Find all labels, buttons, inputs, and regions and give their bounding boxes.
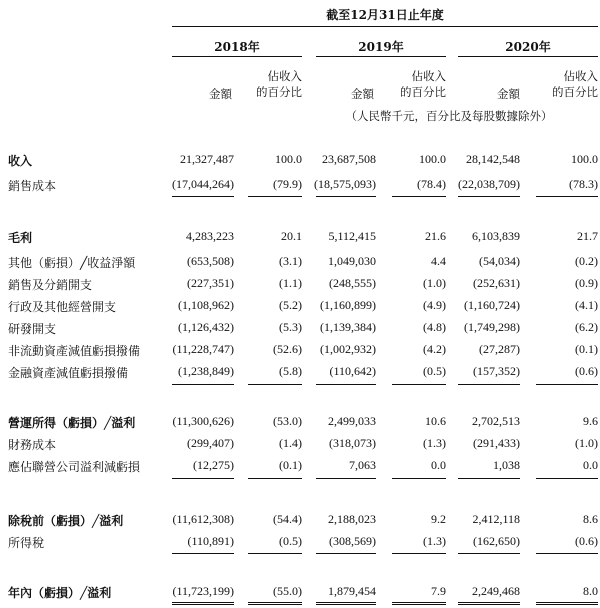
cell-pct-2020: (0.2) [575, 254, 598, 268]
cell-amount-2020: (1,749,298) [464, 320, 520, 334]
subtotal-rule [172, 384, 234, 385]
cell-amount-2019: 1,049,030 [328, 254, 376, 268]
subtotal-rule [316, 384, 376, 385]
cell-amount-2020: (22,038,709) [458, 177, 520, 191]
subtotal-rule [458, 384, 520, 385]
row-label: 銷售及分銷開支 [8, 278, 93, 292]
units-note: （人民幣千元，百分比及每股數據除外） [345, 109, 553, 123]
cell-amount-2019: 2,188,023 [328, 512, 376, 526]
subtotal-rule [316, 478, 376, 479]
cell-amount-2018: (227,351) [187, 276, 234, 290]
cell-pct-2018: (79.9) [273, 177, 302, 191]
cell-pct-2018: (0.1) [279, 458, 302, 472]
row-label: 銷售成本 [8, 179, 57, 193]
cell-pct-2020: (0.6) [575, 534, 598, 548]
cell-pct-2018: (52.6) [273, 342, 302, 356]
cell-amount-2019: (1,002,932) [320, 342, 376, 356]
cell-amount-2020: 28,142,548 [466, 152, 520, 166]
cell-amount-2018: (12,275) [193, 458, 234, 472]
subtotal-rule [392, 478, 446, 479]
subtotal-rule [536, 384, 598, 385]
subtotal-rule [172, 196, 234, 197]
cell-amount-2019: 23,687,508 [322, 152, 376, 166]
cell-pct-2018: (1.4) [279, 436, 302, 450]
subtotal-rule [536, 478, 598, 479]
cell-pct-2018: 100.0 [275, 152, 302, 166]
cell-pct-2020: (4.1) [575, 298, 598, 312]
subtotal-rule [458, 478, 520, 479]
subtotal-rule [392, 196, 446, 197]
cell-amount-2018: (299,407) [187, 436, 234, 450]
cell-pct-2019: (1.3) [423, 436, 446, 450]
row-label: 金融資產減值虧損撥備 [8, 366, 129, 380]
cell-amount-2018: (1,126,432) [178, 320, 234, 334]
cell-pct-2018: (1.1) [279, 276, 302, 290]
amount-header-2018: 金額 [209, 87, 232, 101]
cell-pct-2019: 7.9 [431, 584, 446, 598]
row-label: 財務成本 [8, 438, 57, 452]
period-heading: 截至12月31日止年度 [326, 8, 444, 22]
cell-pct-2019: (4.9) [423, 298, 446, 312]
cell-amount-2020: 2,702,513 [472, 414, 520, 428]
cell-amount-2019: 2,499,033 [328, 414, 376, 428]
subtotal-rule [172, 553, 234, 554]
cell-pct-2019: (1.0) [423, 276, 446, 290]
cell-amount-2020: (54,034) [479, 254, 520, 268]
cell-pct-2020: 0.0 [583, 458, 598, 472]
subtotal-rule [458, 553, 520, 554]
row-label: 非流動資產減值虧損撥備 [8, 344, 141, 358]
cell-pct-2020: 21.7 [577, 229, 598, 243]
cell-pct-2019: (78.4) [417, 177, 446, 191]
subtotal-rule [248, 553, 302, 554]
cell-pct-2020: 100.0 [571, 152, 598, 166]
cell-pct-2018: (5.3) [279, 320, 302, 334]
cell-amount-2019: (1,160,899) [320, 298, 376, 312]
row-label: 研發開支 [8, 322, 57, 336]
total-rule [172, 602, 234, 605]
cell-pct-2019: (1.3) [423, 534, 446, 548]
total-rule [248, 602, 302, 605]
subtotal-rule [316, 196, 376, 197]
cell-pct-2020: (78.3) [569, 177, 598, 191]
cell-pct-2019: (4.8) [423, 320, 446, 334]
cell-pct-2018: 20.1 [281, 229, 302, 243]
cell-pct-2020: (6.2) [575, 320, 598, 334]
cell-pct-2020: 9.6 [583, 414, 598, 428]
cell-amount-2020: 2,249,468 [472, 584, 520, 598]
amount-header-2019: 金額 [351, 87, 374, 101]
year-2018: 2018年 [214, 40, 260, 54]
year-rule-2020 [458, 56, 598, 57]
cell-pct-2018: (5.2) [279, 298, 302, 312]
subtotal-rule [172, 478, 234, 479]
row-label: 年內（虧損）╱溢利 [8, 586, 112, 600]
subtotal-rule [248, 478, 302, 479]
cell-amount-2020: (252,631) [473, 276, 520, 290]
row-label: 收入 [8, 154, 33, 168]
cell-pct-2018: (3.1) [279, 254, 302, 268]
cell-amount-2019: (318,073) [329, 436, 376, 450]
cell-pct-2019: 9.2 [431, 512, 446, 526]
cell-amount-2018: (11,612,308) [172, 512, 234, 526]
subtotal-rule [248, 384, 302, 385]
subtotal-rule [536, 553, 598, 554]
cell-amount-2019: 7,063 [349, 458, 376, 472]
cell-amount-2020: (1,160,724) [464, 298, 520, 312]
cell-amount-2019: (18,575,093) [314, 177, 376, 191]
cell-pct-2019: (4.2) [423, 342, 446, 356]
cell-amount-2018: (11,300,626) [172, 414, 234, 428]
subtotal-rule [458, 196, 520, 197]
pct-header-2018: 佔收入 的百分比 [256, 69, 302, 99]
cell-pct-2020: 8.0 [583, 584, 598, 598]
cell-amount-2018: 21,327,487 [180, 152, 234, 166]
cell-amount-2020: (291,433) [473, 436, 520, 450]
row-label: 除稅前（虧損）╱溢利 [8, 514, 124, 528]
cell-pct-2019: 100.0 [419, 152, 446, 166]
cell-amount-2020: (157,352) [473, 364, 520, 378]
cell-amount-2019: 1,879,454 [328, 584, 376, 598]
cell-amount-2018: (17,044,264) [172, 177, 234, 191]
pct-header-2019: 佔收入 的百分比 [400, 69, 446, 99]
row-label: 行政及其他經營開支 [8, 300, 117, 314]
row-label: 應佔聯營公司溢利減虧損 [8, 460, 141, 474]
total-rule [458, 602, 520, 605]
period-rule [172, 26, 598, 27]
cell-amount-2018: 4,283,223 [186, 229, 234, 243]
cell-amount-2018: (1,108,962) [178, 298, 234, 312]
cell-pct-2019: 4.4 [431, 254, 446, 268]
cell-amount-2018: (653,508) [187, 254, 234, 268]
cell-amount-2019: (308,569) [329, 534, 376, 548]
cell-amount-2019: 5,112,415 [328, 229, 376, 243]
amount-header-2020: 金額 [497, 87, 520, 101]
subtotal-rule [536, 196, 598, 197]
cell-pct-2018: (55.0) [273, 584, 302, 598]
cell-pct-2019: (0.5) [423, 364, 446, 378]
cell-amount-2020: 6,103,839 [472, 229, 520, 243]
year-2020: 2020年 [505, 40, 551, 54]
cell-pct-2019: 0.0 [431, 458, 446, 472]
cell-amount-2018: (110,891) [187, 534, 234, 548]
cell-amount-2018: (11,723,199) [172, 584, 234, 598]
cell-pct-2018: (54.4) [273, 512, 302, 526]
total-rule [392, 602, 446, 605]
year-2019: 2019年 [358, 40, 404, 54]
cell-amount-2020: (162,650) [473, 534, 520, 548]
row-label: 所得稅 [8, 536, 45, 550]
cell-amount-2019: (248,555) [329, 276, 376, 290]
cell-amount-2019: (1,139,384) [320, 320, 376, 334]
cell-pct-2018: (0.5) [279, 534, 302, 548]
cell-amount-2020: (27,287) [479, 342, 520, 356]
total-rule [536, 602, 598, 605]
subtotal-rule [316, 553, 376, 554]
cell-pct-2020: (0.1) [575, 342, 598, 356]
subtotal-rule [248, 196, 302, 197]
cell-amount-2020: 1,038 [493, 458, 520, 472]
pct-header-2020: 佔收入 的百分比 [552, 69, 598, 99]
cell-pct-2020: (0.6) [575, 364, 598, 378]
row-label: 營運所得（虧損）╱溢利 [8, 416, 136, 430]
total-rule [316, 602, 376, 605]
cell-pct-2018: (5.8) [279, 364, 302, 378]
cell-pct-2019: 21.6 [425, 229, 446, 243]
year-rule-2019 [316, 56, 446, 57]
row-label: 其他（虧損）╱收益淨額 [8, 256, 136, 270]
cell-amount-2018: (1,238,849) [178, 364, 234, 378]
subtotal-rule [392, 384, 446, 385]
cell-amount-2019: (110,642) [329, 364, 376, 378]
cell-pct-2019: 10.6 [425, 414, 446, 428]
cell-pct-2020: (1.0) [575, 436, 598, 450]
cell-pct-2018: (53.0) [273, 414, 302, 428]
cell-pct-2020: (0.9) [575, 276, 598, 290]
row-label: 毛利 [8, 231, 33, 245]
cell-amount-2018: (11,228,747) [172, 342, 234, 356]
subtotal-rule [392, 553, 446, 554]
cell-amount-2020: 2,412,118 [472, 512, 520, 526]
cell-pct-2020: 8.6 [583, 512, 598, 526]
year-rule-2018 [172, 56, 302, 57]
